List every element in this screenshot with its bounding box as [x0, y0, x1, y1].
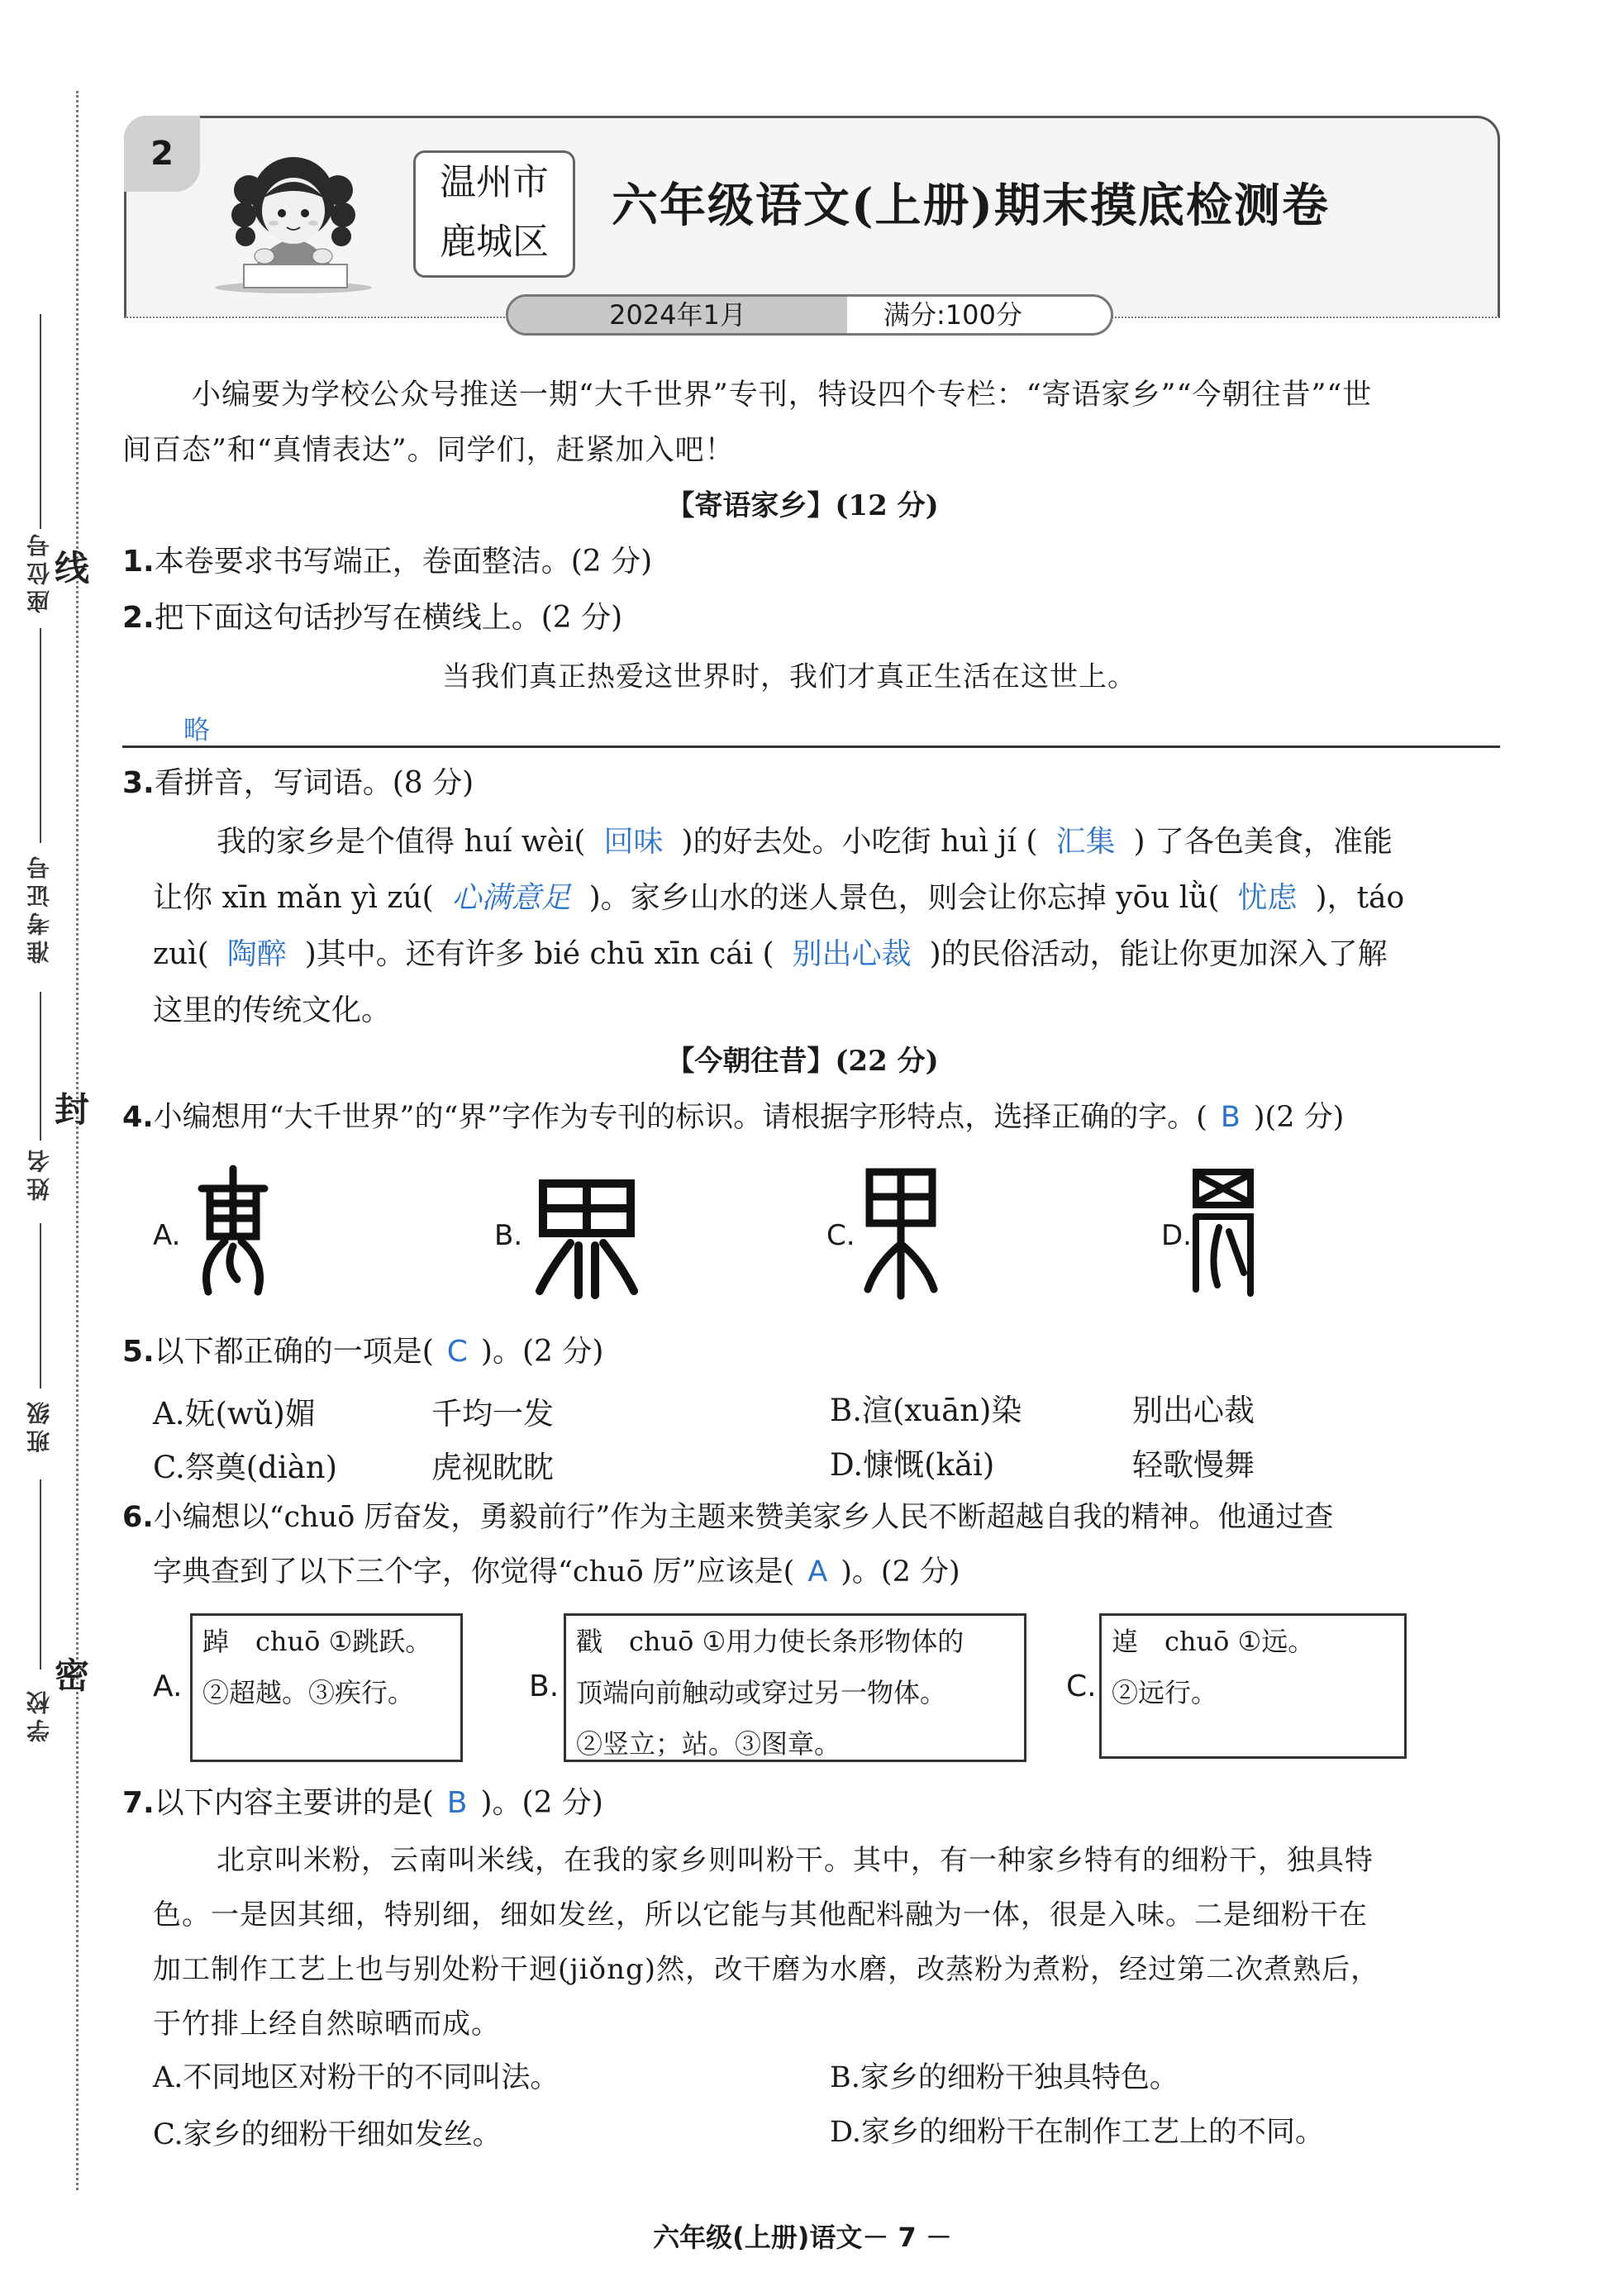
q3-text: ) 了各色美食，准能: [1133, 825, 1393, 859]
dictionary-entry-b: [564, 1613, 1026, 1762]
q5-option-a-pinyin: A.妩(wǔ)媚: [153, 1396, 316, 1431]
question-3: [122, 759, 474, 808]
q3-text: )，táo: [1315, 881, 1405, 915]
question-text: )(2 分): [1253, 1101, 1345, 1134]
question-2: [122, 593, 622, 643]
q5-option-d-idiom: 轻歌慢舞: [1132, 1447, 1255, 1483]
answer-blank[interactable]: C: [446, 1335, 468, 1369]
question-text: )。(2 分): [841, 1555, 960, 1589]
q6-option-b-label[interactable]: B.: [529, 1670, 560, 1703]
entry-line: 逴 chuō ①远。: [1112, 1626, 1315, 1657]
page-footer: 六年级(上册)语文－ 7 －: [653, 2222, 952, 2253]
question-number: 7.: [122, 1786, 155, 1820]
answer-blank[interactable]: 忧虑: [1237, 881, 1298, 915]
question-text: 看拼音，写词语。(8 分): [154, 766, 474, 800]
copy-answer[interactable]: 略: [183, 714, 211, 745]
q7-passage-line-1: 北京叫米粉，云南叫米线，在我的家乡则叫粉干。其中，有一种家乡特有的细粉干，独具特: [217, 1844, 1374, 1877]
q5-option-b-idiom: 别出心裁: [1132, 1393, 1255, 1428]
q5-option-d-pinyin: D.慷慨(kǎi): [830, 1447, 995, 1483]
option-label-a[interactable]: A.: [153, 1219, 181, 1252]
answer-blank[interactable]: 心满意足: [451, 881, 571, 915]
q3-text: )其中。还有许多 bié chū xīn cái (: [304, 937, 774, 971]
question-number: 1.: [122, 545, 155, 579]
intro-line-1: 小编要为学校公众号推送一期“大千世界”专刊，特设四个专栏：“寄语家乡”“今朝往昔”“世: [192, 379, 1373, 412]
entry-line: ②超越。③疾行。: [202, 1677, 415, 1708]
answer-blank[interactable]: 别出心裁: [792, 937, 912, 971]
question-number: 2.: [122, 601, 155, 635]
exam-title: 六年级语文(上册)期末摸底检测卷: [612, 179, 1330, 233]
q3-text: )的好去处。小吃街 huì jí (: [681, 825, 1038, 859]
seal-mark-feng: 封: [55, 1089, 90, 1130]
q7-option-a[interactable]: A.不同地区对粉干的不同叫法。: [153, 2061, 560, 2094]
q3-text: )的民俗活动，能让你更加深入了解: [929, 937, 1388, 971]
question-text: 字典查到了以下三个字，你觉得“chuō 厉”应该是(: [153, 1555, 795, 1589]
q7-passage-line-2: 色。一是因其细，特别细，细如发丝，所以它能与其他配料融为一体，很是入味。二是细粉干在: [153, 1898, 1368, 1932]
option-label-c[interactable]: C.: [826, 1219, 855, 1252]
seal-script-glyph-d[interactable]: [1186, 1165, 1260, 1305]
q6-option-a-label[interactable]: A.: [153, 1670, 183, 1703]
question-text: 小编想以“chuō 厉奋发，勇毅前行”作为主题来赞美家乡人民不断超越自我的精神。他通过查: [153, 1501, 1334, 1534]
name-label: 姓名: [26, 1145, 53, 1201]
answer-blank[interactable]: 陶醉: [226, 937, 287, 971]
exam-id-field-line[interactable]: [40, 628, 41, 843]
q7-option-d[interactable]: D.家乡的细粉干在制作工艺上的不同。: [830, 2116, 1324, 2149]
entry-line: 踔 chuō ①跳跃。: [202, 1626, 432, 1657]
seal-script-glyph-b[interactable]: [533, 1175, 641, 1303]
dictionary-entry-c: [1099, 1613, 1407, 1759]
class-label: 班级: [26, 1397, 53, 1453]
option-label-b[interactable]: B.: [494, 1219, 523, 1252]
question-text: 以下都正确的一项是(: [154, 1335, 434, 1369]
q7-option-b[interactable]: B.家乡的细粉干独具特色。: [830, 2061, 1179, 2094]
section-title-jiyu-jiaxiang: 【寄语家乡】(12 分): [666, 489, 939, 522]
question-7: [122, 1779, 603, 1828]
q3-line-3: [153, 927, 1388, 982]
q7-passage-line-3: 加工制作工艺上也与别处粉干迥(jiǒng)然，改干磨为水磨，改蒸粉为煮粉，经过第二次煮熟后，: [153, 1953, 1380, 1986]
section-title-jinzhao-wangxi: 【今朝往昔】(22 分): [666, 1045, 939, 1078]
question-text: 把下面这句话抄写在横线上。(2 分): [154, 601, 623, 635]
question-6: [122, 1493, 1333, 1542]
intro-line-2: 间百态”和“真情表达”。同学们，赶紧加入吧！: [122, 434, 735, 467]
entry-line: ②竖立；站。③图章。: [576, 1728, 841, 1760]
question-number: 6.: [122, 1501, 154, 1534]
seal-mark-mi: 密: [55, 1655, 90, 1696]
answer-blank[interactable]: 回味: [603, 825, 664, 859]
q3-line-2: [153, 871, 1404, 926]
q6-option-c-label[interactable]: C.: [1066, 1670, 1097, 1703]
exam-id-label: 准考证号: [26, 851, 53, 964]
entry-line: ②远行。: [1112, 1677, 1218, 1708]
question-text: 小编想用“大千世界”的“界”字作为专刊的标识。请根据字形特点，选择正确的字。(: [153, 1101, 1207, 1134]
answer-blank[interactable]: B: [1220, 1101, 1241, 1134]
writing-line[interactable]: [122, 745, 1500, 748]
exam-meta-bar: [506, 294, 1113, 336]
question-number: 4.: [122, 1101, 154, 1134]
q3-line-1: [217, 815, 1393, 869]
seal-mark-xian: 线: [55, 548, 90, 588]
seat-number-label: 座位号: [26, 529, 53, 613]
q7-option-c[interactable]: C.家乡的细粉干细如发丝。: [153, 2118, 502, 2151]
q5-option-c-idiom: 虎视眈眈: [431, 1450, 554, 1485]
dictionary-entry-a: [190, 1613, 463, 1762]
region-label-box: [413, 150, 575, 278]
q7-passage-line-4: 于竹排上经自然晾晒而成。: [153, 2008, 500, 2041]
entry-line: 戳 chuō ①用力使长条形物体的: [576, 1626, 964, 1657]
full-score: 满分:100分: [883, 299, 1022, 331]
volume-badge: 2: [124, 116, 200, 192]
q5-option-a-idiom: 千均一发: [431, 1396, 554, 1431]
seal-script-glyph-a[interactable]: [192, 1164, 274, 1303]
q3-line-4: 这里的传统文化。: [153, 993, 392, 1027]
question-text: 以下内容主要讲的是(: [154, 1786, 434, 1820]
girl-mascot-illustration: [211, 132, 376, 297]
school-field-line[interactable]: [40, 1479, 41, 1670]
region-district: 鹿城区: [440, 221, 549, 263]
q3-text: )。家乡山水的迷人景色，则会让你忘掉 yōu lǜ(: [588, 881, 1220, 915]
binding-dotted-line: [76, 91, 79, 2190]
question-number: 3.: [122, 766, 155, 800]
option-label-d[interactable]: D.: [1161, 1219, 1192, 1252]
question-text: )。(2 分): [480, 1786, 603, 1820]
class-field-line[interactable]: [40, 1223, 41, 1389]
exam-date: 2024年1月: [508, 297, 847, 333]
q3-text: 让你 xīn mǎn yì zú(: [153, 881, 434, 915]
answer-blank[interactable]: B: [446, 1786, 468, 1820]
question-text: 本卷要求书写端正，卷面整洁。(2 分): [154, 545, 653, 579]
answer-blank[interactable]: 汇集: [1055, 825, 1116, 859]
question-text: )。(2 分): [480, 1335, 604, 1369]
answer-blank[interactable]: A: [807, 1555, 828, 1589]
copy-sentence: 当我们真正热爱这世界时，我们才真正生活在这世上。: [442, 660, 1136, 693]
seal-script-glyph-c[interactable]: [860, 1165, 942, 1305]
q3-text: zuì(: [153, 937, 209, 971]
school-label: 学校: [26, 1686, 53, 1742]
question-6-line-2: [153, 1547, 960, 1597]
question-1: [122, 537, 652, 587]
question-number: 5.: [122, 1335, 155, 1369]
q5-option-c-pinyin: C.祭奠(diàn): [153, 1450, 338, 1485]
question-4: [122, 1093, 1344, 1142]
q5-option-b-pinyin: B.渲(xuān)染: [830, 1393, 1022, 1428]
question-5: [122, 1327, 603, 1377]
q3-text: 我的家乡是个值得 huí wèi(: [217, 825, 586, 859]
entry-line: 顶端向前触动或穿过另一物体。: [576, 1677, 947, 1708]
region-city: 温州市: [440, 161, 549, 203]
